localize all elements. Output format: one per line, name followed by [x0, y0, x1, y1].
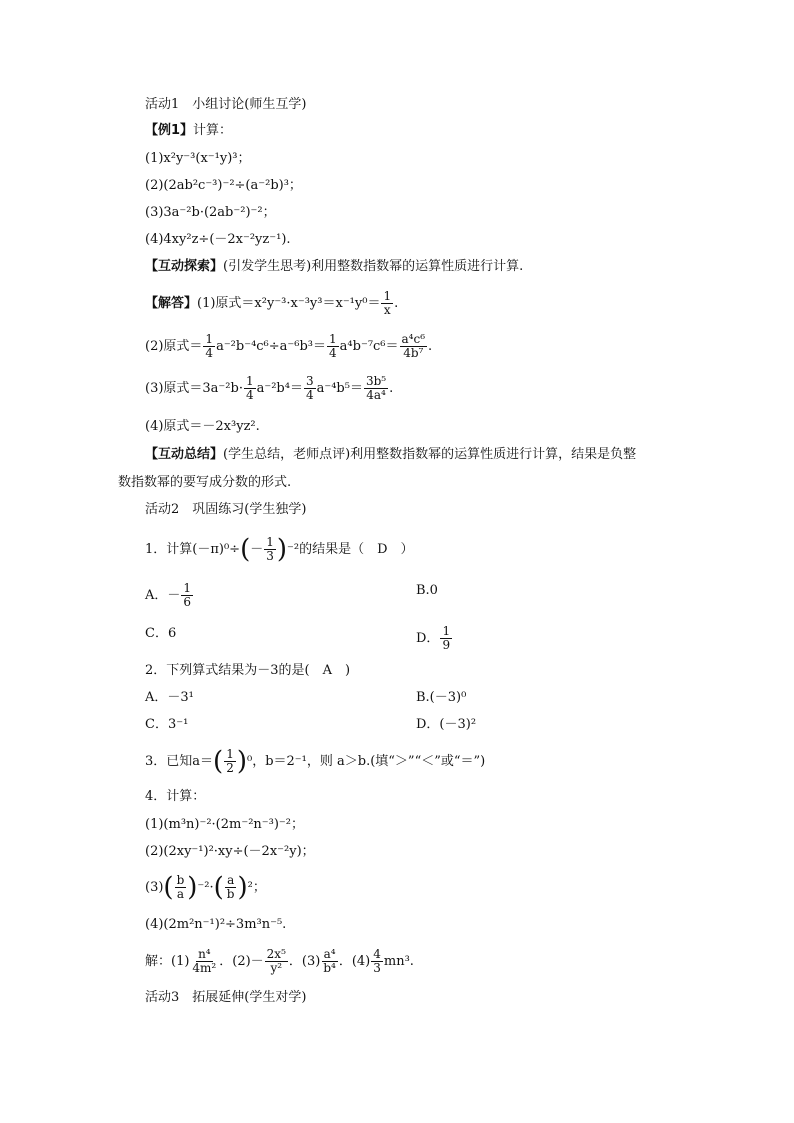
problem-4: (4)4xy²z÷(－2x⁻²yz⁻¹). [145, 232, 291, 247]
q2-option-a: A．－3¹ [145, 690, 194, 705]
example1-line [145, 122, 232, 140]
fraction: $\frac{1}{3}$ [266, 535, 274, 563]
activity3-title: 活动3 拓展延伸(学生对学) [145, 990, 307, 1005]
fraction: $\frac{\text{a⁴}}{\text{b⁴}}$ [323, 947, 336, 975]
explore-label: 【互动探索】 [145, 259, 224, 274]
summary-line [145, 446, 636, 464]
fraction: $\frac{1}{4}$ [329, 332, 337, 360]
activity1-title: 活动1 小组讨论(师生互学) [145, 97, 307, 112]
fraction: $\frac{\text{3b⁵}}{\text{4a⁴}}$ [365, 374, 387, 402]
fraction: $\frac{1}{2}$ [226, 747, 234, 775]
q4-item-3: (3)( $\frac{b}{a}$ )⁻²·( $\frac{a}{b}$ )²； [145, 872, 266, 903]
q2-option-d: D．(－3)² [416, 717, 477, 732]
q4-answer: 解：(1) $\frac{\text{n⁴}}{\text{4m²}}$ ．(2)－ $\frac{\text{2x⁵}}{\text{y²}}$ ．(3) $\frac{\text{a⁴}}{\text{b⁴}}$ ．(4) $\frac{4}{3}$ mn³. [145, 947, 414, 975]
fraction: $\frac{\text{n⁴}}{\text{4m²}}$ [192, 947, 217, 975]
question-2: 2．下列算式结果为－3的是( A ) [145, 663, 351, 678]
solution-2: (2)原式＝ $\frac{1}{4}$ a⁻²b⁻⁴c⁶÷a⁻⁶b³＝ $\frac{1}{4}$ a⁴b⁻⁷c⁶＝ $\frac{\text{a⁴c⁶}}{\text{4b⁷}}$ . [145, 332, 433, 360]
problem-1: (1)x²y⁻³(x⁻¹y)³； [145, 151, 251, 166]
fraction: $\frac{1}{x}$ [383, 289, 392, 317]
q1-option-c: C．6 [145, 626, 177, 641]
solution-1: 【解答】(1)原式＝x²y⁻³·x⁻³y³＝x⁻¹y⁰＝ $\frac{1}{x}$ . [145, 289, 399, 317]
question-3: 3．已知a＝( $\frac{1}{2}$ )⁰，b＝2⁻¹，则 a＞b.(填“＞”“＜”或“＝”) [145, 746, 486, 777]
explore-line [145, 258, 523, 276]
q4-item-2: (2)(2xy⁻¹)²·xy÷(－2x⁻²y)； [145, 844, 315, 859]
question-4: 4．计算： [145, 789, 206, 804]
fraction: $\frac{\text{2x⁵}}{\text{y²}}$ [266, 947, 286, 975]
example1-text: 计算： [193, 123, 233, 138]
q1-option-b: B.0 [416, 583, 438, 598]
problem-3: (3)3a⁻²b·(2ab⁻²)⁻²； [145, 205, 276, 220]
solution-4: (4)原式＝－2x³yz². [145, 419, 260, 434]
fraction: $\frac{4}{3}$ [373, 947, 381, 975]
activity2-title: 活动2 巩固练习(学生独学) [145, 502, 307, 517]
summary-text: (学生总结，老师点评)利用整数指数幂的运算性质进行计算，结果是负整 [223, 447, 637, 462]
summary-label: 【互动总结】 [145, 447, 224, 462]
example1-label: 【例1】 [145, 123, 194, 138]
q4-item-4: (4)(2m²n⁻¹)²÷3m³n⁻⁵. [145, 917, 287, 932]
fraction: $\frac{1}{4}$ [245, 374, 254, 402]
fraction: $\frac{1}{4}$ [205, 332, 214, 360]
problem-2: (2)(2ab²c⁻³)⁻²÷(a⁻²b)³； [145, 178, 302, 193]
solution-label: 【解答】 [145, 296, 198, 311]
q2-option-b: B.(－3)⁰ [416, 690, 467, 705]
solution-3: (3)原式＝3a⁻²b· $\frac{1}{4}$ a⁻²b⁴＝ $\frac{3}{4}$ a⁻⁴b⁵＝ $\frac{\text{3b⁵}}{\text{4a⁴}}$ . [145, 374, 394, 402]
summary-line-2: 数指数幂的要写成分数的形式. [118, 475, 292, 490]
q4-item-1: (1)(m³n)⁻²·(2m⁻²n⁻³)⁻²； [145, 817, 305, 832]
fraction: $\frac{b}{a}$ [176, 873, 185, 901]
fraction: $\frac{1}{9}$ [442, 624, 451, 652]
q2-option-c: C．3⁻¹ [145, 717, 189, 732]
fraction: $\frac{a}{b}$ [226, 873, 235, 901]
q1-option-d: D． $\frac{1}{9}$ [416, 624, 451, 652]
fraction: $\frac{1}{6}$ [183, 581, 192, 609]
q1-option-a: A．－ $\frac{1}{6}$ [145, 581, 192, 609]
explore-text: (引发学生思考)利用整数指数幂的运算性质进行计算. [223, 259, 524, 274]
question-1: 1．计算(－π)⁰÷(－ $\frac{1}{3}$ )⁻²的结果是（ D ） [145, 534, 414, 565]
fraction: $\frac{\text{a⁴c⁶}}{\text{4b⁷}}$ [401, 332, 426, 360]
fraction: $\frac{3}{4}$ [305, 374, 314, 402]
